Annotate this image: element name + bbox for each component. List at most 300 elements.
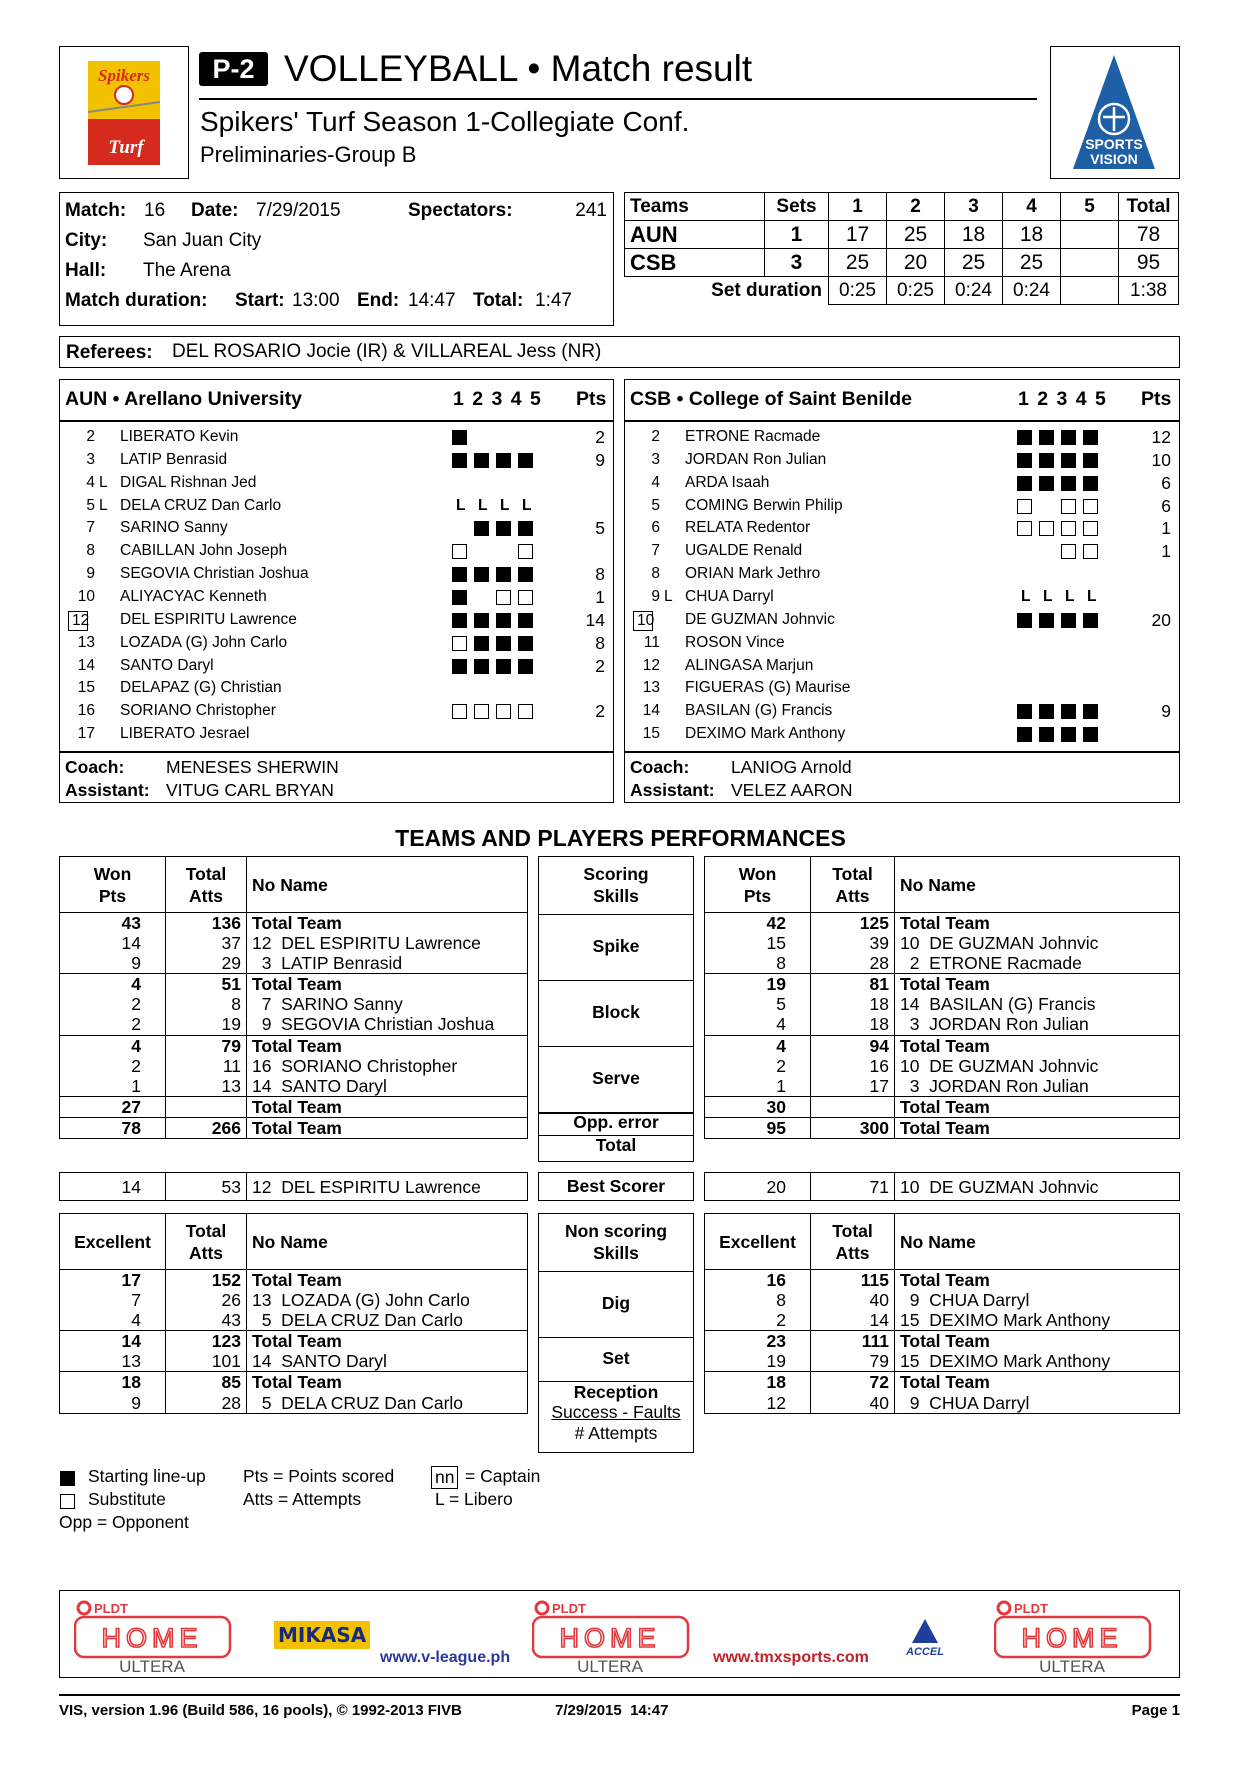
player-stat-row [60, 933, 528, 953]
player-row [60, 426, 613, 449]
excellent-label: Excellent [60, 1214, 166, 1270]
libero-set-mark: L [478, 496, 488, 514]
no-name-label: No Name [895, 1214, 1180, 1270]
sb-team: CSB [625, 249, 765, 277]
atts-value: 85 [166, 1372, 247, 1393]
sb-set-score: 25 [945, 249, 1003, 277]
team-b-assistant-label: Assistant: [630, 780, 715, 800]
player-number: 5 [651, 496, 660, 514]
player-stat-name: Total Team [895, 1035, 1180, 1056]
player-stat-name: 14 SANTO Daryl [247, 1076, 528, 1097]
svg-text:ULTERA: ULTERA [577, 1657, 643, 1675]
player-number: 14 [642, 702, 660, 720]
spikers-logo-box [59, 46, 189, 179]
player-stat-row [705, 933, 1180, 953]
accel-logo [890, 1617, 960, 1657]
atts-value: 39 [811, 933, 895, 953]
reception-sub2: # Attempts [574, 1423, 658, 1443]
starter-square [518, 659, 533, 674]
starter-square [1061, 613, 1076, 628]
mikasa-logo: MIKASA [274, 1621, 370, 1649]
legend-pts: Pts = Points scored [243, 1466, 395, 1486]
svg-text:PLDT: PLDT [94, 1601, 128, 1616]
svg-text:ULTERA: ULTERA [1039, 1657, 1105, 1675]
player-stat-name: 5 DELA CRUZ Dan Carlo [247, 1393, 528, 1414]
skill-separator [539, 980, 693, 981]
sb-total: 78 [1119, 221, 1179, 249]
best-scorer-atts: 71 [811, 1173, 895, 1201]
starter-square [474, 636, 489, 651]
scoring-table-csb [704, 856, 1180, 1139]
player-stat-row [705, 994, 1180, 1014]
player-stat-name: Total Team [895, 913, 1180, 934]
skill-separator [539, 1337, 693, 1338]
won-value: 8 [705, 1290, 811, 1310]
player-row [625, 723, 1179, 746]
player-stat-name: Total Team [247, 913, 528, 934]
sb-set5-header: 5 [1061, 193, 1119, 221]
player-stat-row [60, 1310, 528, 1331]
substitute-square [1017, 499, 1032, 514]
starter-square [1017, 453, 1032, 468]
player-row [60, 655, 613, 678]
player-name: DEL ESPIRITU Lawrence [120, 610, 297, 628]
player-row [60, 723, 613, 746]
p2-badge [199, 52, 268, 86]
best-scorer-label: Best Scorer [566, 1176, 666, 1196]
libero-set-mark: L [500, 496, 510, 514]
player-name: CHUA Darryl [685, 587, 774, 605]
set-duration: 0:25 [887, 277, 945, 305]
starter-square [1039, 476, 1054, 491]
atts-value: 101 [166, 1351, 247, 1372]
player-number: 9 [86, 565, 95, 583]
team-b-set-headers: 1 2 3 4 5 [1018, 388, 1106, 410]
sb-set-score: 25 [887, 221, 945, 249]
won-value: 17 [60, 1270, 166, 1291]
substitute-square [518, 590, 533, 605]
performances-title: TEAMS AND PLAYERS PERFORMANCES [395, 825, 846, 851]
team-total-row [60, 1117, 528, 1138]
sb-durations [625, 277, 1179, 305]
won-value: 4 [705, 1014, 811, 1035]
starter-square [452, 567, 467, 582]
player-number: 6 [651, 519, 660, 537]
footer-version: VIS, version 1.96 (Build 586, 16 pools), © 1992-2013 FIVB [59, 1702, 462, 1719]
player-number: 10 [633, 611, 653, 631]
player-name: SANTO Daryl [120, 656, 214, 674]
svg-text:HOME: HOME [101, 1623, 203, 1653]
logo-vision-text: VISION [1090, 151, 1138, 167]
best-scorer-pts: 14 [60, 1173, 166, 1201]
reception-sub1: Success - Faults [551, 1402, 681, 1422]
player-stat-name: 3 JORDAN Ron Julian [895, 1014, 1180, 1035]
nonscoring-table-csb [704, 1213, 1180, 1414]
player-stat-row [60, 953, 528, 974]
logo-sports-text: SPORTS [1085, 136, 1143, 152]
substitute-square [1061, 544, 1076, 559]
player-name: SARINO Sanny [120, 519, 228, 537]
player-name: ETRONE Racmade [685, 428, 821, 445]
team-total-row [60, 1331, 528, 1352]
best-scorer-name: 10 DE GUZMAN Johnvic [895, 1173, 1180, 1201]
player-stat-row [705, 1056, 1180, 1076]
pts-label: Pts [98, 885, 127, 906]
player-stat-name: Total Team [247, 1096, 528, 1117]
no-name-label: No Name [895, 857, 1180, 913]
atts-value: 8 [166, 994, 247, 1014]
total-label: Total [832, 1220, 873, 1241]
player-stat-name: 3 LATIP Benrasid [247, 953, 528, 974]
player-stat-name: 10 DE GUZMAN Johnvic [895, 933, 1180, 953]
substitute-square [518, 704, 533, 719]
skill-label: Reception [573, 1382, 659, 1402]
legend-opp: Opp = Opponent [59, 1512, 189, 1532]
player-row [625, 449, 1179, 472]
scoring-table-aun [59, 856, 528, 1139]
referees-label: Referees: [66, 342, 153, 363]
sb-set4-header: 4 [1003, 193, 1061, 221]
player-row [625, 517, 1179, 540]
starter-square [452, 613, 467, 628]
hall-value: The Arena [143, 260, 231, 281]
skill-label: Opp. error [573, 1112, 659, 1133]
player-points: 6 [1161, 472, 1171, 493]
player-row [625, 700, 1179, 723]
atts-value: 29 [166, 953, 247, 974]
atts-value: 111 [811, 1331, 895, 1352]
atts-value: 16 [811, 1056, 895, 1076]
scoreboard [624, 192, 1179, 305]
atts-label: Atts [835, 1242, 870, 1263]
player-stat-name: Total Team [895, 1117, 1180, 1138]
atts-value: 37 [166, 933, 247, 953]
starter-square [1061, 430, 1076, 445]
player-number: 17 [77, 725, 95, 743]
atts-value: 123 [166, 1331, 247, 1352]
page-title: VOLLEYBALL • Match result [284, 48, 753, 89]
sb-row-aun [625, 221, 1179, 249]
pldt-home-logo-1 [74, 1597, 234, 1675]
atts-value: 43 [166, 1310, 247, 1331]
player-number: 9 [651, 587, 660, 605]
player-stat-name: Total Team [247, 1117, 528, 1138]
substitute-square [474, 704, 489, 719]
vleague-url: www.v-league.ph [380, 1649, 511, 1666]
best-scorer-name: 12 DEL ESPIRITU Lawrence [247, 1173, 528, 1201]
won-value: 8 [705, 953, 811, 974]
nonscoring-table-aun [59, 1213, 528, 1414]
player-row [625, 540, 1179, 563]
atts-value [166, 1096, 247, 1117]
starter-square [1039, 430, 1054, 445]
atts-value: 79 [811, 1351, 895, 1372]
starter-square [518, 453, 533, 468]
atts-value: 266 [166, 1117, 247, 1138]
sb-set-score: 25 [1003, 249, 1061, 277]
starter-square [496, 636, 511, 651]
libero-set-mark: L [1021, 587, 1031, 605]
won-value: 12 [705, 1393, 811, 1414]
atts-value: 40 [811, 1290, 895, 1310]
legend-substitute: Substitute [88, 1489, 166, 1509]
substitute-square [452, 704, 467, 719]
libero-set-mark: L [1043, 587, 1053, 605]
team-total-row [60, 1096, 528, 1117]
skill-label: Spike [592, 935, 640, 956]
svg-text:PLDT: PLDT [552, 1601, 586, 1616]
won-value: 23 [705, 1331, 811, 1352]
player-name: DELA CRUZ Dan Carlo [120, 496, 282, 514]
player-number: 16 [77, 702, 95, 720]
player-points: 6 [1161, 495, 1171, 516]
sb-set-score: 18 [1003, 221, 1061, 249]
phase-name: Preliminaries-Group B [200, 142, 417, 167]
starter-square [452, 453, 467, 468]
won-value: 43 [60, 913, 166, 934]
player-stat-name: 14 BASILAN (G) Francis [895, 994, 1180, 1014]
player-stat-name: 14 SANTO Daryl [247, 1351, 528, 1372]
substitute-square [452, 544, 467, 559]
team-a-assistant: VITUG CARL BRYAN [166, 780, 334, 800]
skills-label: Skills [593, 1243, 639, 1263]
match-info-box [59, 192, 614, 326]
player-stat-row [60, 1393, 528, 1414]
player-points: 2 [595, 427, 605, 447]
team-total-row [705, 1117, 1180, 1138]
nonscoring-skills-column [538, 1213, 694, 1453]
end-time: 14:47 [408, 290, 456, 311]
starter-square [1039, 727, 1054, 742]
libero-set-mark: L [522, 496, 532, 514]
starter-square [1083, 613, 1098, 628]
player-stat-name: Total Team [247, 1372, 528, 1393]
team-a-coach: MENESES SHERWIN [166, 757, 339, 777]
player-row [625, 655, 1179, 678]
player-number: 12 [642, 656, 660, 674]
starter-square [496, 521, 511, 536]
substitute-square [496, 590, 511, 605]
hall-label: Hall: [65, 260, 107, 281]
atts-value: 152 [166, 1270, 247, 1291]
player-number: 15 [642, 725, 660, 743]
atts-value: 18 [811, 1014, 895, 1035]
team-total-row [705, 974, 1180, 995]
player-stat-row [705, 1310, 1180, 1331]
starter-square [1083, 727, 1098, 742]
won-value: 4 [60, 1310, 166, 1331]
skill-label: Block [592, 1001, 640, 1022]
sb-teams-header: Teams [625, 193, 765, 221]
set-duration: 0:25 [829, 277, 887, 305]
player-number: 7 [651, 542, 660, 560]
player-number: 7 [86, 519, 95, 537]
team-total-row [705, 1096, 1180, 1117]
best-scorer-aun [59, 1172, 528, 1201]
starter-square [1017, 476, 1032, 491]
won-value: 9 [60, 1393, 166, 1414]
starter-square [1061, 453, 1076, 468]
sb-row-csb [625, 249, 1179, 277]
player-name: LIBERATO Jesrael [120, 725, 250, 743]
pts-label: Pts [743, 885, 772, 906]
sb-set-score: 25 [829, 249, 887, 277]
player-points: 12 [1151, 427, 1171, 447]
substitute-square [1061, 499, 1076, 514]
starter-square [1017, 727, 1032, 742]
team-a-title: AUN • Arellano University [65, 388, 302, 410]
player-name: DELAPAZ (G) Christian [120, 679, 282, 697]
player-points: 9 [595, 449, 605, 470]
player-row [60, 677, 613, 700]
player-stat-name: 10 DE GUZMAN Johnvic [895, 1056, 1180, 1076]
team-total-row [60, 974, 528, 995]
starter-square [518, 613, 533, 628]
logo-spikers-text: Spikers [98, 66, 150, 85]
player-row [625, 426, 1179, 449]
starter-square [1083, 704, 1098, 719]
team-b-pts-header: Pts [1141, 388, 1172, 410]
player-stat-name: Total Team [247, 1270, 528, 1291]
player-points: 2 [595, 655, 605, 676]
libero-set-mark: L [456, 496, 466, 514]
start-label: Start: [235, 290, 285, 311]
starter-square [452, 659, 467, 674]
won-value: 14 [60, 1331, 166, 1352]
starter-square [452, 590, 467, 605]
total-duration: 1:38 [1119, 277, 1179, 305]
set-duration [1061, 277, 1119, 305]
team-total-row [60, 1372, 528, 1393]
sb-set1-header: 1 [829, 193, 887, 221]
team-a-coach-label: Coach: [65, 757, 125, 777]
player-row [60, 586, 613, 609]
player-row [625, 632, 1179, 655]
player-number: 3 [651, 450, 660, 468]
player-stat-name: 3 JORDAN Ron Julian [895, 1076, 1180, 1097]
excellent-label: Excellent [705, 1214, 811, 1270]
atts-label: Atts [188, 885, 224, 906]
referees-value: DEL ROSARIO Jocie (IR) & VILLAREAL Jess (NR) [172, 341, 602, 362]
svg-text:HOME: HOME [559, 1623, 661, 1653]
player-name: DEXIMO Mark Anthony [685, 725, 846, 743]
skill-label: Set [602, 1347, 630, 1368]
won-value: 27 [60, 1096, 166, 1117]
player-stat-name: 15 DEXIMO Mark Anthony [895, 1310, 1180, 1331]
player-points: 8 [595, 632, 605, 653]
player-stat-name: 5 DELA CRUZ Dan Carlo [247, 1310, 528, 1331]
legend-atts: Atts = Attempts [243, 1489, 362, 1509]
player-stat-name: 2 ETRONE Racmade [895, 953, 1180, 974]
legend-libero: L = Libero [435, 1489, 513, 1509]
player-row [60, 472, 613, 495]
sb-sets: 1 [765, 221, 829, 249]
team-a-assistant-label: Assistant: [65, 780, 150, 800]
legend [59, 1466, 619, 1536]
player-stat-row [705, 1014, 1180, 1035]
libero-marker: L [99, 473, 108, 491]
team-total-row [60, 1270, 528, 1291]
team-a-set-headers: 1 2 3 4 5 [453, 388, 541, 410]
won-value: 95 [705, 1117, 811, 1138]
atts-value: 19 [166, 1014, 247, 1035]
player-points: 5 [595, 518, 605, 539]
team-b-assistant: VELEZ AARON [731, 780, 853, 800]
player-row [60, 540, 613, 563]
won-value: 5 [705, 994, 811, 1014]
player-name: ALIYACYAC Kenneth [120, 587, 267, 605]
player-stat-row [705, 1076, 1180, 1097]
starter-square [474, 521, 489, 536]
player-stat-name: Total Team [895, 1270, 1180, 1291]
scoring-label: Scoring [583, 864, 649, 884]
player-number: 12 [68, 611, 88, 631]
duration-label: Match duration: [65, 290, 208, 311]
svg-text:ULTERA: ULTERA [119, 1657, 185, 1675]
skills-label: Skills [593, 886, 639, 906]
team-total-row [705, 913, 1180, 934]
city-label: City: [65, 230, 108, 251]
won-value: 2 [60, 1056, 166, 1076]
total-label: Total [185, 1220, 227, 1241]
won-value: 19 [705, 1351, 811, 1372]
best-scorer-pts: 20 [705, 1173, 811, 1201]
starter-square [1017, 704, 1032, 719]
logo-turf-text: Turf [108, 137, 144, 158]
won-value: 7 [60, 1290, 166, 1310]
atts-value: 300 [811, 1117, 895, 1138]
player-number: 5 [86, 496, 95, 514]
won-value: 2 [705, 1056, 811, 1076]
sb-total: 95 [1119, 249, 1179, 277]
player-stat-name: Total Team [895, 1096, 1180, 1117]
atts-value: 17 [811, 1076, 895, 1097]
skill-label: Dig [601, 1292, 631, 1313]
player-stat-name: 9 CHUA Darryl [895, 1393, 1180, 1414]
no-name-label: No Name [247, 857, 528, 913]
team-total-row [705, 1270, 1180, 1291]
player-name: LIBERATO Kevin [120, 428, 239, 445]
starter-square [1039, 704, 1054, 719]
won-value: 13 [60, 1351, 166, 1372]
starter-square [518, 521, 533, 536]
match-label: Match: [65, 200, 127, 221]
player-row [60, 563, 613, 586]
player-points: 20 [1151, 609, 1171, 630]
player-stat-name: 13 LOZADA (G) John Carlo [247, 1290, 528, 1310]
player-name: COMING Berwin Philip [685, 496, 843, 514]
atts-label: Atts [188, 1242, 224, 1263]
player-name: ROSON Vince [685, 633, 785, 651]
footer-page: Page 1 [1131, 1702, 1180, 1719]
player-points: 10 [1151, 449, 1171, 470]
starter-square [496, 567, 511, 582]
player-stat-name: 9 SEGOVIA Christian Joshua [247, 1014, 528, 1035]
player-number: 15 [77, 679, 95, 697]
sports-vision-logo [1051, 47, 1178, 177]
referees-box [59, 336, 1180, 368]
tmx-url: www.tmxsports.com [713, 1649, 869, 1666]
best-scorer-csb [704, 1172, 1180, 1201]
total-label: Total [185, 863, 227, 884]
team-total-row [705, 1372, 1180, 1393]
substitute-square [1017, 521, 1032, 536]
best-scorer-label-box [538, 1172, 694, 1201]
atts-value: 94 [811, 1035, 895, 1056]
player-name: FIGUERAS (G) Maurise [685, 679, 851, 697]
competition-name: Spikers' Turf Season 1-Collegiate Conf. [200, 106, 690, 137]
player-name: DE GUZMAN Johnvic [685, 610, 835, 628]
